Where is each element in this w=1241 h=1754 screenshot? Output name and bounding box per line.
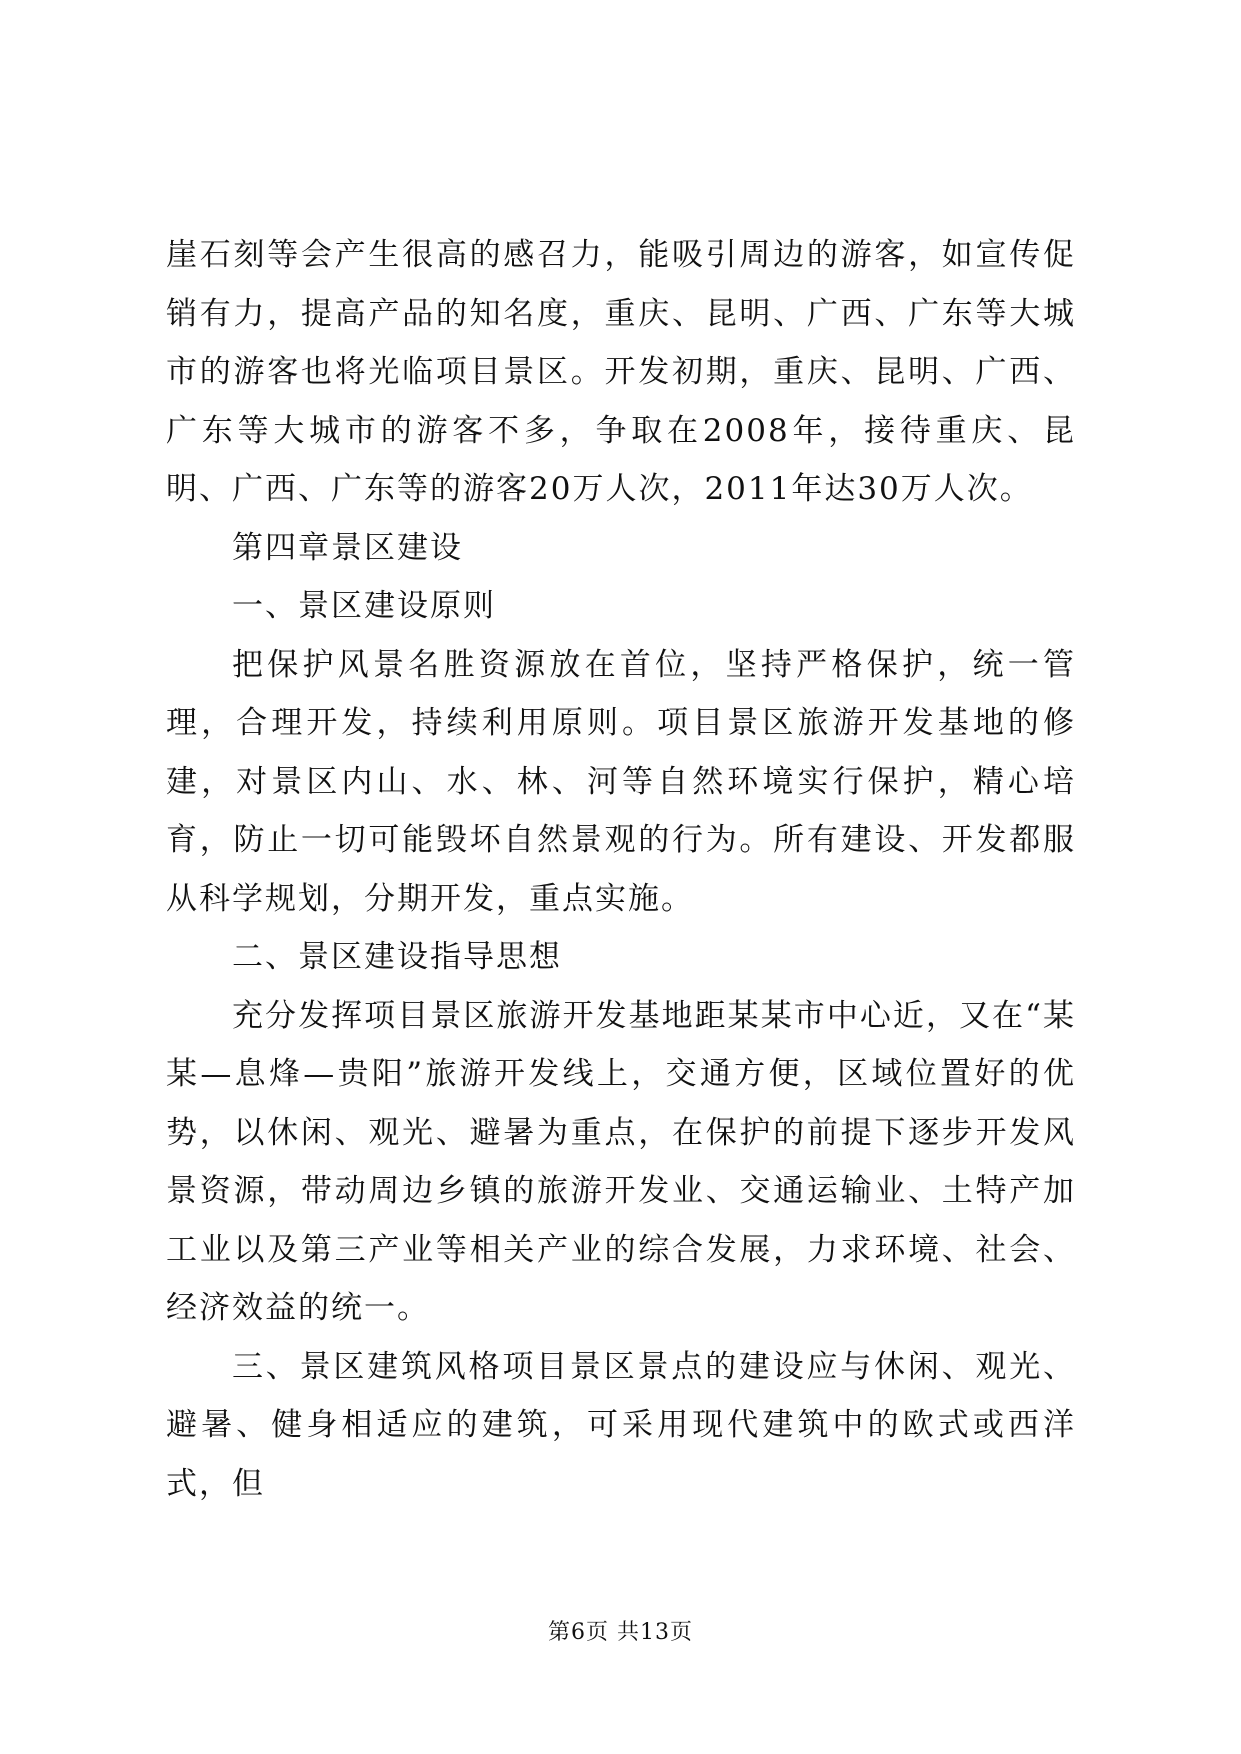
page-number-footer: 第6页 共13页	[548, 1620, 693, 1645]
chapter-heading: 第四章景区建设	[232, 529, 463, 566]
paragraph-principles: 把保护风景名胜资源放在首位，坚持严格保护，统一管理，合理开发，持续利用原则。项目景区旅游开发基地的修建，对景区内山、水、林、河等自然环境实行保护，精心培育，防止一切可能毁坏自然景观的行为。所有建设、开发都服从科学规划，分期开发，重点实施。	[166, 646, 1076, 917]
paragraph-continuation: 崖石刻等会产生很高的感召力，能吸引周边的游客，如宣传促销有力，提高产品的知名度，重庆、昆明、广西、广东等大城市的游客也将光临项目景区。开发初期，重庆、昆明、广西、广东等大城市的游客不多，争取在2008年，接待重庆、昆明、广西、广东等的游客20万人次，2011年达30万人次。	[166, 237, 1076, 507]
section-heading-guiding-ideas: 二、景区建设指导思想	[232, 939, 562, 975]
section-heading-principles: 一、景区建设原则	[232, 588, 496, 624]
document-body	[166, 226, 1076, 1513]
paragraph-guiding-ideas: 充分发挥项目景区旅游开发基地距某某市中心近，又在“某某—息烽—贵阳”旅游开发线上，交通方便，区域位置好的优势，以休闲、观光、避暑为重点，在保护的前提下逐步开发风景资源，带动周边乡镇的旅游开发业、交通运输业、土特产加工业以及第三产业等相关产业的综合发展，力求环境、社会、经济效益的统一。	[166, 997, 1076, 1326]
paragraph-architecture-style: 三、景区建筑风格项目景区景点的建设应与休闲、观光、避暑、健身相适应的建筑，可采用现代建筑中的欧式或西洋式，但	[166, 1348, 1076, 1502]
